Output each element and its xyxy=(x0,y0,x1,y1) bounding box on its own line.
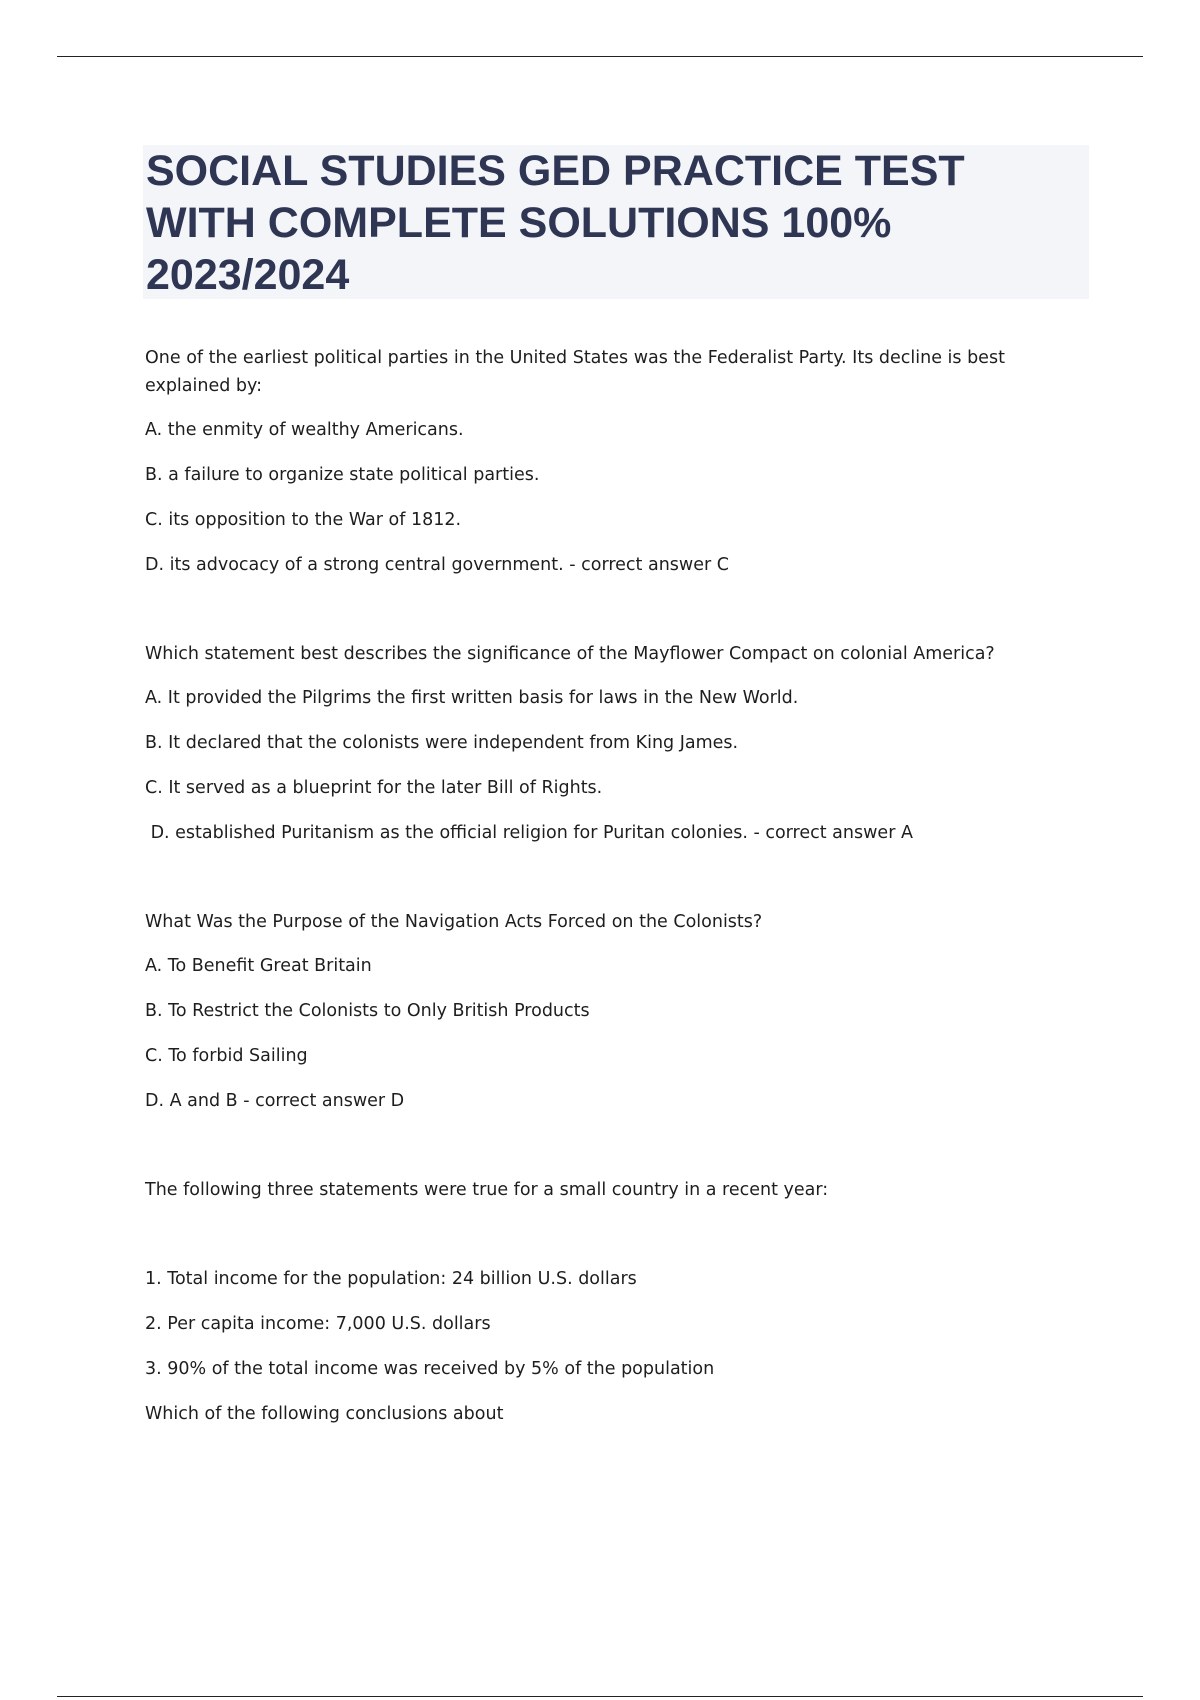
spacer xyxy=(145,1204,1045,1265)
answer-option: C. It served as a blueprint for the later Bill of Rights. xyxy=(145,778,603,798)
question-continuation: Which of the following conclusions about xyxy=(145,1404,504,1424)
answer-option: C. its opposition to the War of 1812. xyxy=(145,510,462,530)
answer-option: B. It declared that the colonists were independent from King James. xyxy=(145,733,739,753)
answer-option: D. its advocacy of a strong central government. - correct answer C xyxy=(145,555,729,575)
answer-option: A. To Benefit Great Britain xyxy=(145,956,372,976)
question-2 xyxy=(145,640,1045,847)
top-rule xyxy=(57,56,1143,57)
answer-option: B. To Restrict the Colonists to Only British Products xyxy=(145,1001,590,1021)
question-3 xyxy=(145,908,1045,1115)
document-title: SOCIAL STUDIES GED PRACTICE TEST WITH COMPLETE SOLUTIONS 100% 2023/2024 xyxy=(146,147,965,299)
question-text: Which statement best describes the significance of the Mayflower Compact on colonial America? xyxy=(145,644,995,664)
question-text: What Was the Purpose of the Navigation Acts Forced on the Colonists? xyxy=(145,912,763,932)
question-text: The following three statements were true for a small country in a recent year: xyxy=(145,1180,829,1200)
answer-option: A. It provided the Pilgrims the first written basis for laws in the New World. xyxy=(145,688,799,708)
answer-option: C. To forbid Sailing xyxy=(145,1046,308,1066)
answer-option: D. established Puritanism as the official religion for Puritan colonies. - correct answer A xyxy=(145,823,913,843)
question-text: One of the earliest political parties in the United States was the Federalist Party. Its decline is best explained by: xyxy=(145,348,1005,396)
document-body xyxy=(145,344,1045,1428)
statement-item: 1. Total income for the population: 24 billion U.S. dollars xyxy=(145,1269,637,1289)
question-4 xyxy=(145,1176,1045,1428)
answer-option: A. the enmity of wealthy Americans. xyxy=(145,420,464,440)
answer-option: B. a failure to organize state political parties. xyxy=(145,465,540,485)
question-1 xyxy=(145,344,1045,579)
question-prompt xyxy=(145,908,1045,936)
statement-item: 2. Per capita income: 7,000 U.S. dollars xyxy=(145,1314,491,1334)
answer-option: D. A and B - correct answer D xyxy=(145,1091,405,1111)
question-prompt xyxy=(145,640,1045,668)
bottom-rule xyxy=(57,1696,1143,1697)
statement-item: 3. 90% of the total income was received by 5% of the population xyxy=(145,1359,715,1379)
question-prompt xyxy=(145,344,1045,400)
